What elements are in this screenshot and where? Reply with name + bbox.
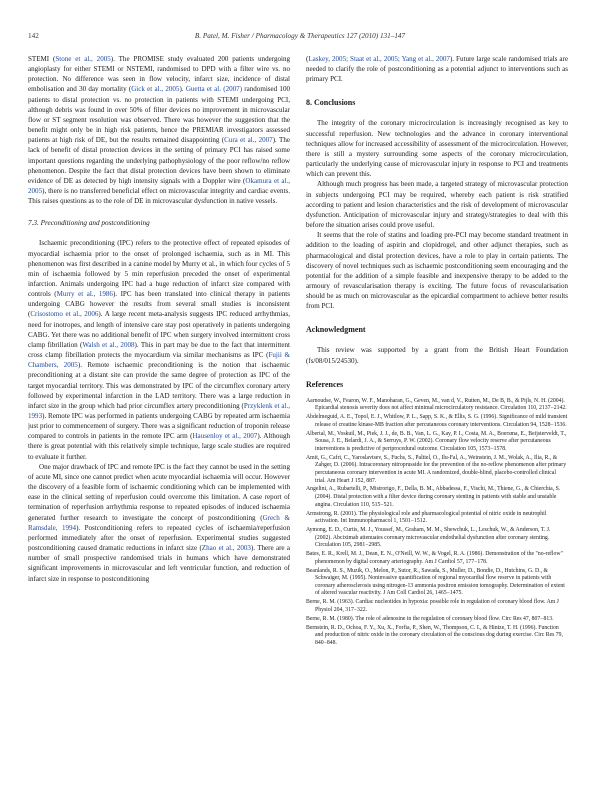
text: Ischaemic preconditioning (IPC) refers to the protective effect of repeated episodes of myocardial ischaemia prior to the onset of prolonged ischaemia, such as in MI. This phenomenon was first described in a canine model by Murry et al., in which four cycles of 5 min of ischaemia followed by 5 min reperfusion preceded the onset of experimental infarction. Animals undergoing IPC had a huge reduction of infarct size compared with controls ( (28, 239, 290, 299)
text: randomised 100 patients to distal protection vs. no protection in patients with STEMI undergoing PCI, although debris was found in over 50% of filter devices no improvement in microvascular flow or ST segment resolution was observed. There was however the suggestion that the benefit might only be in high risk patients, hence the PREMIAR investigators assessed patients at high risk of DE, but the results remained disappointing ( (28, 85, 290, 145)
reference-item: Berne, R. M. (1980). The role of adenosine in the regulation of coronary blood flow. Circ Res 47, 807−813. (306, 615, 554, 622)
section-heading: Acknowledgment (306, 325, 366, 335)
text: ). Although there is great potential with this relatively simple technique, large scale studies are required to evaluate it further. (28, 432, 290, 461)
text: ). Remote ischaemic preconditioning is the notion that ischaemic preconditioning at a distant site can provide the same degree of protection as IPC of the target myocardial territory. This was demonstrated by IPC of the circumflex coronary artery followed by experimental infarction in the LAD territory. There was a large reduction in infarct size in the group which had prior circumflex artery preconditioning ( (28, 361, 290, 410)
subsection-heading: 7.3. Preconditioning and postconditioning (28, 219, 150, 228)
section-heading: 8. Conclusions (306, 98, 356, 108)
reference-item: Albertal, M., Voskuil, M., Piek, J. J., de, B. B., Van, L. G., Kay, P. I., Costa, M. A., Boersma, E., Beijsterveldt, T., Sousa, J. E., Belardi, J. A., & Serruys, P. W. (2002). Coronary flow velocity reserve after percutaneous interventions is predictive of periprocedural outcome. Circulation 105, 1573−1578. (306, 430, 567, 452)
citation-link[interactable]: Hausenloy et al., 2007 (192, 432, 258, 441)
running-header (28, 30, 572, 42)
paragraph (28, 238, 290, 461)
citation-link[interactable]: Okamura et al., 2005 (28, 176, 290, 196)
text: ). Future large scale randomised trials are needed to clarify the role of postconditioning as a potential adjunct to interventions such as primary PCI. (306, 55, 568, 84)
reference-item: Aarnoudse, W., Fearon, W. F., Manoharan, G., Geven, M., van d, V., Rutten, M., De B, B., & Pijls, N. H. (2004). Epicardial stenosis severity does not affect minimal microcirculatory resistance. Circulation 110, 2137−2142. (306, 397, 567, 412)
text: ). Remote IPC was performed in patients undergoing CABG by repeated arm ischaemia just prior to commencement of surgery. There was a significant reduction of troponin release compared to controls in patients in the remote IPC arm ( (28, 412, 290, 441)
paragraph: It seems that the role of statins and loading pre-PCI may become standard treatment in addition to the loading of aspirin and clopidrogel, and other adjunct therapies, such as pharmacological and distal protection devices, have a role to play in certain patients. The discovery of novel techniques such as ischaemic postconditioning seem encouraging and the potential for the addition of a simple feasible and inexpensive therapy to be added to the armoury of revascularisation therapy is exciting. The future focus of revascularisation should be as much on microvascular as the epicardial compartment to achieve better results from PCI. (306, 231, 568, 311)
citation-link[interactable]: Grech & Ramsdale, 1994 (28, 513, 290, 532)
citation-link[interactable]: Walsh et al., 2008 (82, 340, 135, 349)
reference-item: Abdelmeguid, A. E., Topol, E. J., Whitlow, P. L., Sapp, S. K., & Ellis, S. G. (1996). Significance of mild transient release of creatine kinase-MB fraction after percutaneous coronary interventions. Circulation 94, 1528−1536. (306, 414, 568, 428)
paragraph: The integrity of the coronary microcirculation is increasingly recognised as key to successful reperfusion. New technologies and the advance in coronary interventional techniques allow for increased accessibility of assessment of the microcirculation. However, there is still a mystery surrounding some aspects of the coronary microcirculation, particularly the underlying cause of microvascular injury in response to PCI and treatments which can prevent this. (306, 119, 568, 179)
citation-link[interactable]: Zhao et al., 2003 (201, 544, 251, 553)
reference-item: Amit, G., Cafri, C., Yaroslavtsev, S., Fuchs, S., Paltiel, O., Ilu-Fal, A., Weinstein, J. M., Wolak, A., Ilia, R., & Zahger, D. (2006). Intracoronary nitroprusside for the prevention of the no-reflow phenomenon after primary percutaneous coronary intervention in acute MI. A randomized, double-blind, placebo-controlled clinical trial. Am Heart J 152, 887. (306, 454, 567, 484)
paragraph (28, 462, 290, 584)
reference-list (306, 398, 568, 648)
text: ). The lack of benefit of distal protection devices in the setting of primary PCI has raised some important questions regarding the underlying pathophysiology of the poor reflow/no reflow phenomenon. Despite the fact that distal protection devices have been shown to eliminate evidence of DE as detected by high intensity signals with a Doppler wire ( (28, 136, 290, 185)
acknowledgment-text: This review was supported by a grant from the British Heart Foundation (fs/08/015/24530). (306, 346, 568, 365)
reference-item: Armstrong, R. (2001). The physiological role and pharmacological potential of nitric oxide in neutrophil activation. Int Immunopharmacol 1, 1501−1512. (306, 510, 547, 525)
citation-link[interactable]: Stone et al., 2005 (55, 55, 111, 63)
text: ). This in part may be due to the fact that intermittent cross clamp fibrillation protects the myocardium via similar mechanisms as IPC ( (28, 340, 290, 360)
reference-item: Bernstein, R. D., Ochoa, F. Y., Xu, X., Forfia, P., Shen, W., Thompson, C. I., & Hintze, T. H. (1996). Function and production of nitric oxide in the coronary circulation of the conscious dog during exercise. Circ Res 79, 840−848. (306, 624, 563, 646)
text: ). Postconditioning refers to repeated cycles of ischaemia/reperfusion performed immediately after the onset of reperfusion. Experimental studies suggested postconditioning caused dramatic reductions in infarct size ( (28, 523, 290, 553)
left-column (28, 54, 290, 789)
text: ( (306, 55, 309, 63)
text: STEMI ( (28, 55, 56, 63)
reference-item: Bates, E. R., Krell, M. J., Dean, E. N., O'Neill, W. W., & Vogel, R. A. (1986). Demonstration of the "no-reflow" phenomenon by digital coronary arteriography. Am J Cardiol 57, 177−178. (306, 551, 563, 565)
citation-link[interactable]: Gick et al., 2005 (131, 85, 180, 94)
paragraph (28, 54, 290, 206)
text: ). There are a number of small prospective randomised trials in humans which have demonstrated significant improvements in microvascular and left ventricular function, and reduction of infarct size in response to postconditioning (28, 544, 290, 583)
reference-item: Beanlands, R. S., Muzik, O., Melon, P., Sutor, R., Sawada, S., Muller, D., Bondie, D., Hutchins, G. D., & Schwaiger, M. (1995). Noninvasive quantification of regional myocardial flow reserve in patients with coronary atherosclerosis using nitrogen-13 ammonia positron emission tomography. Determination of extent of altered vascular reactivity. J Am Coll Cardiol 26, 1465−1475. (306, 567, 565, 597)
reference-item: Angelini, A., Rubartelli, P., Mistrorigo, F., Della, B. M., Abbadessa, F., Vischi, M., Thiene, G., & Chierchia, S. (2004). Distal protection with a filter device during coronary stenting in patients with stable and unstable angina. Circulation 110, 515−521. (306, 486, 561, 508)
citation-link[interactable]: Fujii & Chambers, 2005 (28, 351, 290, 370)
text: ), there is no transferred beneficial effect on microvascular integrity and cardiac events. This raises questions as to the role of DE in microvascular dysfunction in native vessels. (28, 187, 290, 206)
text: ). (179, 85, 186, 94)
journal-citation: B. Patel, M. Fisher / Pharmacology & Therapeutics 127 (2010) 131–147 (194, 32, 406, 40)
text: One major drawback of IPC and remote IPC is the fact they cannot be used in the setting of acute MI, since one cannot predict when acute myocardial ischaemia will occur. However the discovery of a feasible form of ischaemic conditioning which can be implemented with ease in the clinical setting of reperfusion could overcome this limitation. A case report of termination of reperfusion arrhythmia response to repeated episodes of induced ischaemia generated further research to investigate the concept of postconditioning ( (28, 462, 290, 522)
text: ). A large recent meta-analysis suggests IPC reduced arrhythmias, need for inotropes, and length of intensive care stay post operatively in patients undergoing CABG. Yet there was no additional benefit of IPC when surgery involved intermittent cross clamp fibrillation ( (28, 310, 290, 349)
reference-item: Berne, R. M. (1963). Cardiac nucleotides in hypoxia: possible role in regulation of coronary blood flow. Am J Physiol 204, 317−322. (306, 599, 559, 613)
references-heading: References (306, 379, 344, 389)
paragraph: Although much progress has been made, a targeted strategy of microvascular protection in subjects undergoing PCI may be required, whereby each patient is risk stratified according to patient and lesion characteristics and the risk of development of microvascular dysfunction. Anticipation of microvascular injury and strategy/strategies to deal with this before the situation arises could prove useful. (306, 180, 568, 230)
text: ). The PROMISE study evaluated 200 patients undergoing angioplasty for either STEMI or NSTEMI, randomised to DPD with a filter wire vs. no protection. No difference was seen in flow velocity, infarct size, incidence of distal embolisation and 30 day mortality ( (28, 55, 290, 94)
reference-item: Aymong, E. D., Curtis, M. J., Youssef, M., Graham, M. M., Shewchuk, L., Leschuk, W., & Anderson, T. J. (2002). Abciximab attenuates coronary microvascular endothelial dysfunction after coronary stenting. Circulation 105, 2981−2985. (306, 527, 551, 549)
citation-link[interactable]: Laskey, 2005; Staat et al., 2005; Yang et al., 2007 (308, 55, 450, 63)
page-number: 142 (28, 32, 39, 40)
paragraph (306, 54, 568, 84)
right-column (306, 54, 568, 789)
text: ). IPC has been translated into clinical therapy in patients undergoing CABG however the results from several small studies is inconsistent ( (28, 290, 290, 319)
citation-link[interactable]: Murry et al., 1986 (56, 290, 113, 299)
citation-link[interactable]: Przyklenk et al., 1993 (28, 401, 290, 420)
citation-link[interactable]: Guetta et al. (2007) (185, 85, 243, 94)
citation-link[interactable]: Cura et al., 2007 (224, 136, 273, 145)
citation-link[interactable]: Crisostomo et al., 2006 (30, 310, 99, 319)
